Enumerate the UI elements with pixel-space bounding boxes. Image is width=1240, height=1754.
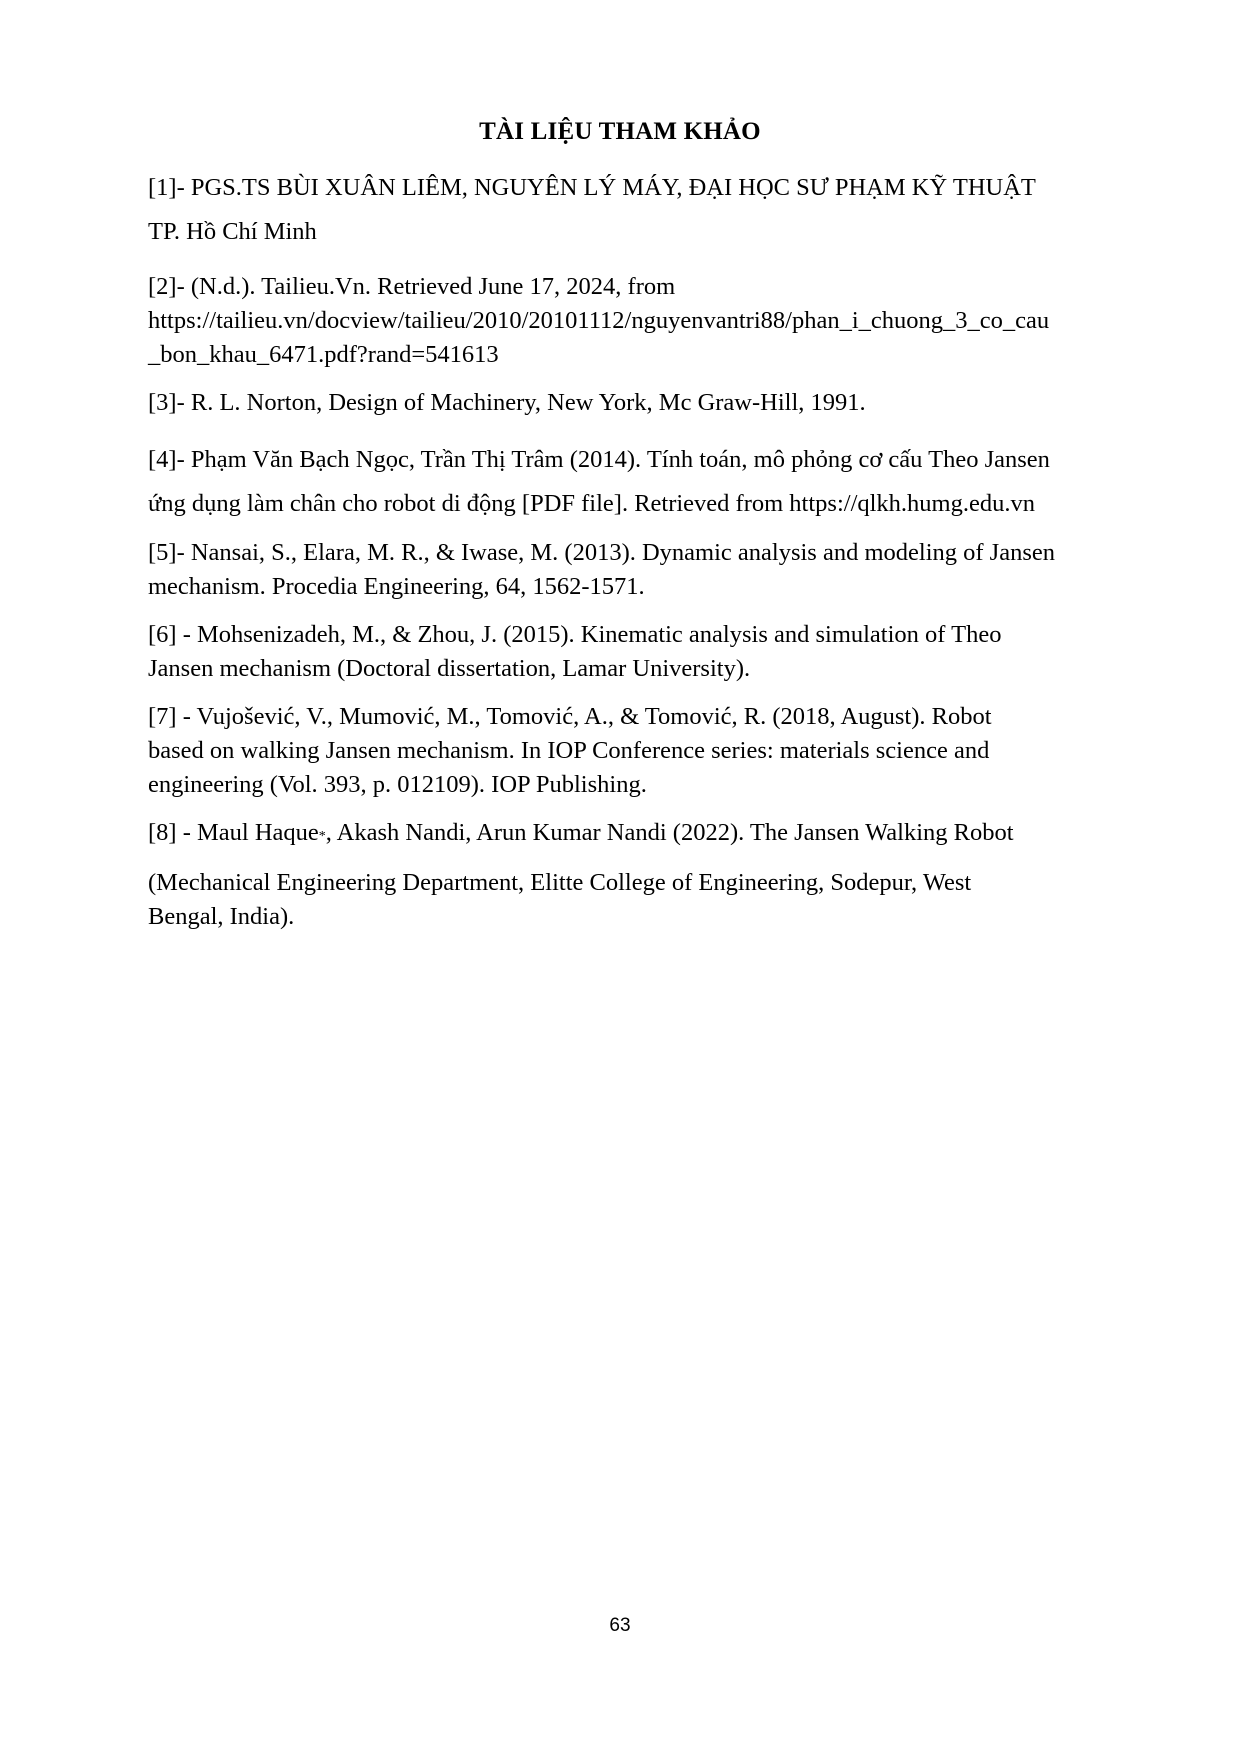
reference-1-line-1: [1]- PGS.TS BÙI XUÂN LIÊM, NGUYÊN LÝ MÁY, ĐẠI HỌC SƯ PHẠM KỸ THUẬT (148, 174, 1036, 201)
reference-6-line-2: Jansen mechanism (Doctoral dissertation, Lamar University). (148, 655, 751, 682)
reference-8-line-3: Bengal, India). (148, 903, 295, 930)
reference-4 (148, 438, 1158, 526)
reference-5-line-1: [5]- Nansai, S., Elara, M. R., & Iwase, M. (2013). Dynamic analysis and modeling of Jansen (148, 539, 1055, 566)
reference-1-line-2: TP. Hồ Chí Minh (148, 218, 317, 245)
reference-7 (148, 700, 1158, 802)
reference-8-line-2: (Mechanical Engineering Department, Elitte College of Engineering, Sodepur, West (148, 869, 972, 896)
reference-3-line-1: [3]- R. L. Norton, Design of Machinery, New York, Mc Graw-Hill, 1991. (148, 389, 866, 416)
reference-2-line-2: https://tailieu.vn/docview/tailieu/2010/20101112/nguyenvantri88/phan_i_chuong_3_co_cau (148, 307, 1050, 334)
reference-1 (148, 166, 1158, 254)
reference-7-line-2: based on walking Jansen mechanism. In IOP Conference series: materials science and (148, 737, 990, 764)
reference-2 (148, 270, 1158, 372)
reference-2-line-1: [2]- (N.d.). Tailieu.Vn. Retrieved June 17, 2024, from (148, 273, 676, 300)
page-title: TÀI LIỆU THAM KHẢO (479, 118, 761, 145)
reference-6 (148, 618, 1158, 686)
reference-4-line-2: ứng dụng làm chân cho robot di động [PDF file]. Retrieved from https://qlkh.humg.edu.vn (148, 490, 1035, 517)
reference-8-author: [8] - Maul Haque (148, 819, 319, 846)
reference-3 (148, 386, 1158, 420)
reference-2-line-3: _bon_khau_6471.pdf?rand=541613 (148, 341, 499, 368)
reference-7-line-1: [7] - Vujošević, V., Mumović, M., Tomović, A., & Tomović, R. (2018, August). Robot (148, 703, 992, 730)
reference-5-line-2: mechanism. Procedia Engineering, 64, 1562-1571. (148, 573, 645, 600)
reference-6-line-1: [6] - Mohsenizadeh, M., & Zhou, J. (2015). Kinematic analysis and simulation of Theo (148, 621, 1002, 648)
reference-7-line-3: engineering (Vol. 393, p. 012109). IOP Publishing. (148, 771, 647, 798)
reference-8-rest: , Akash Nandi, Arun Kumar Nandi (2022). The Jansen Walking Robot (325, 819, 1014, 846)
reference-8-star: * (318, 829, 326, 844)
reference-8-line-1 (148, 816, 1158, 854)
reference-8 (148, 816, 1158, 854)
page-number: 63 (609, 1615, 631, 1636)
reference-4-line-1: [4]- Phạm Văn Bạch Ngọc, Trần Thị Trâm (2014). Tính toán, mô phỏng cơ cấu Theo Jansen (148, 446, 1050, 473)
reference-5 (148, 536, 1158, 604)
reference-8-continued (148, 866, 1158, 934)
